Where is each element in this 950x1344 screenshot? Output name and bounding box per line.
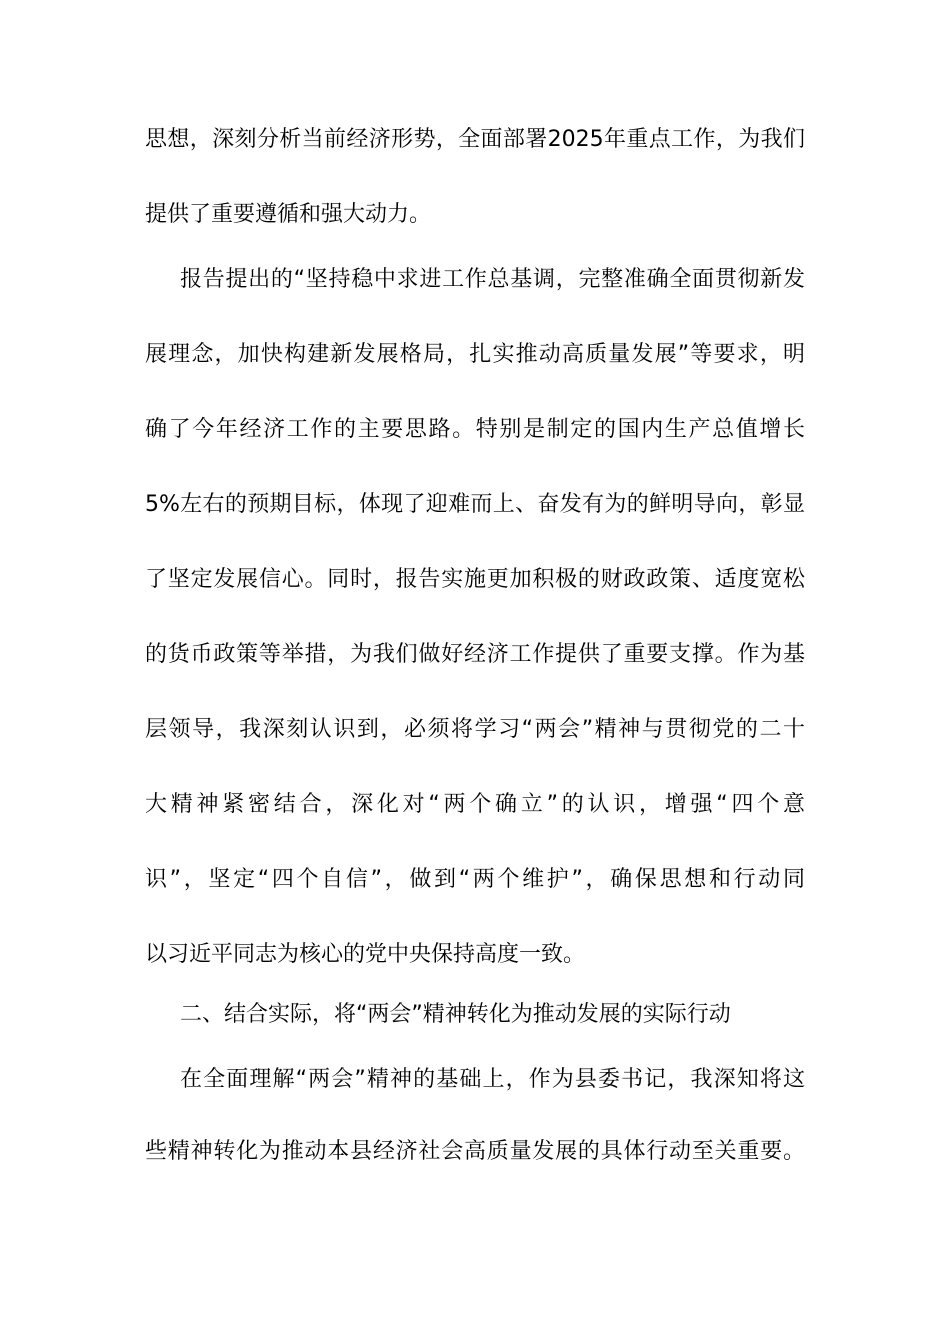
body-text-line: 5%左右的预期目标，体现了迎难而上、奋发有为的鲜明导向，彰显 [145,492,805,517]
body-text-line: 大精神紧密结合，深化对“两个确立”的认识，增强“四个意 [145,792,805,817]
body-text-line: 了坚定发展信心。同时，报告实施更加积极的财政政策、适度宽松 [145,567,805,592]
body-text-line: 些精神转化为推动本县经济社会高质量发展的具体行动至关重要。 [145,1139,805,1164]
body-text-line: 思想，深刻分析当前经济形势，全面部署2025年重点工作，为我们 [145,127,805,152]
body-text-line: 的货币政策等举措，为我们做好经济工作提供了重要支撑。作为基 [145,642,805,667]
paragraph-first-line: 在全面理解“两会”精神的基础上，作为县委书记，我深知将这 [180,1067,805,1092]
body-text-line: 提供了重要遵循和强大动力。 [145,202,432,227]
paragraph-first-line: 报告提出的“坚持稳中求进工作总基调，完整准确全面贯彻新发 [180,267,805,292]
section-heading: 二、结合实际，将“两会”精神转化为推动发展的实际行动 [180,1002,731,1027]
body-text-line: 展理念，加快构建新发展格局，扎实推动高质量发展”等要求，明 [145,342,805,367]
body-text-line: 确了今年经济工作的主要思路。特别是制定的国内生产总值增长 [145,417,805,442]
body-text-line: 以习近平同志为核心的党中央保持高度一致。 [145,942,586,967]
body-text-line: 识”，坚定“四个自信”，做到“两个维护”，确保思想和行动同 [145,867,805,892]
body-text-line: 层领导，我深刻认识到，必须将学习“两会”精神与贯彻党的二十 [145,717,805,742]
